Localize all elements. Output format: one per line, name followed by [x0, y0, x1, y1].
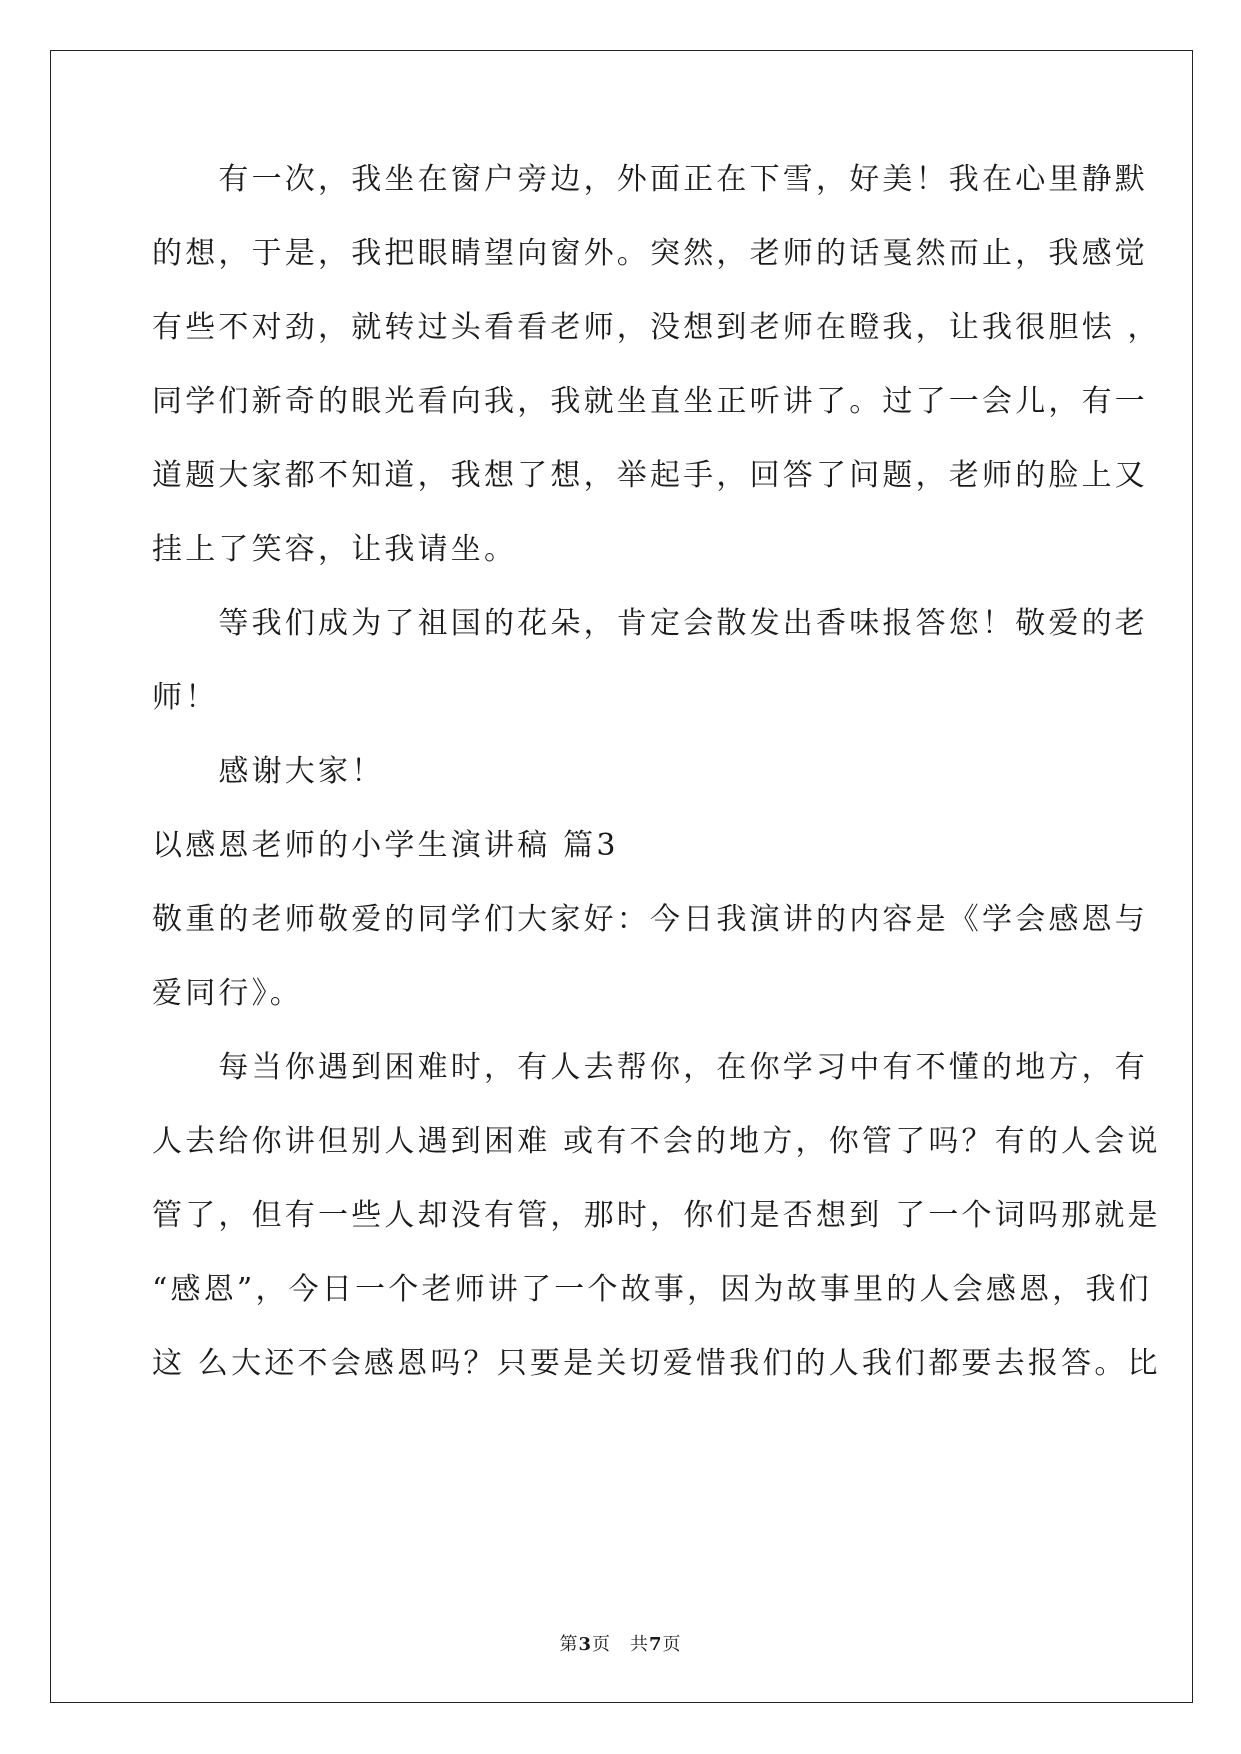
- section-heading: 以感恩老师的小学生演讲稿 篇3: [152, 828, 619, 863]
- page-border: [50, 50, 1193, 1703]
- text-line: 每当你遇到困难时，有人去帮你，在你学习中有不懂的地方，有: [152, 1050, 1148, 1085]
- text-line: 感谢大家！: [152, 754, 385, 789]
- text-line: 的想，于是，我把眼睛望向窗外。突然，老师的话戛然而止，我感觉: [152, 236, 1148, 271]
- text-line: 敬重的老师敬爱的同学们大家好：今日我演讲的内容是《学会感恩与: [152, 902, 1148, 937]
- text-line: 挂上了笑容，让我请坐。: [152, 532, 518, 567]
- current-page-number: 3: [578, 1634, 592, 1655]
- text-line: 这 么大还不会感恩吗？只要是关切爱惜我们的人我们都要去报答。比: [152, 1346, 1161, 1381]
- page-footer: [0, 1630, 1241, 1656]
- text-line: “感恩”，今日一个老师讲了一个故事，因为故事里的人会感恩，我们: [152, 1272, 1152, 1307]
- text-line: 同学们新奇的眼光看向我，我就坐直坐正听讲了。过了一会儿，有一: [152, 384, 1148, 419]
- footer-suffix: 页: [662, 1634, 682, 1655]
- text-line: 爱同行》。: [152, 976, 303, 1011]
- text-line: 师！: [152, 680, 219, 715]
- text-line: 有一次，我坐在窗户旁边，外面正在下雪，好美！我在心里静默: [152, 162, 1148, 197]
- total-page-count: 7: [649, 1634, 663, 1655]
- text-line: 有些不对劲，就转过头看看老师，没想到老师在瞪我，让我很胆怯 ，: [152, 310, 1161, 345]
- text-line: 人去给你讲但别人遇到困难 或有不会的地方，你管了吗？有的人会说: [152, 1124, 1161, 1159]
- footer-prefix: 第: [559, 1634, 579, 1655]
- text-line: 等我们成为了祖国的花朵，肯定会散发出香味报答您！敬爱的老: [152, 606, 1148, 641]
- text-line: 道题大家都不知道，我想了想，举起手，回答了问题，老师的脸上又: [152, 458, 1148, 493]
- footer-mid: 页 共: [592, 1634, 649, 1655]
- text-line: 管了，但有一些人却没有管，那时，你们是否想到 了一个词吗那就是: [152, 1198, 1161, 1233]
